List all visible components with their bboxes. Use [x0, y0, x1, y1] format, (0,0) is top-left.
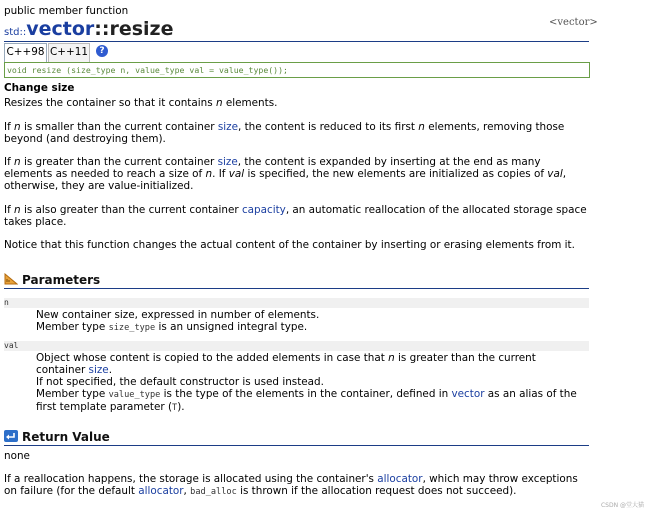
summary-heading: Change size — [4, 82, 75, 94]
parameters-heading: Parameters — [4, 273, 589, 288]
header-file-link[interactable]: <vector> — [549, 17, 598, 28]
capacity-link[interactable]: capacity — [241, 204, 286, 216]
declaration-box: void resize (size_type n, value_type val = value_type()); — [4, 62, 590, 78]
page-title — [4, 18, 174, 40]
return-value-text: none — [4, 450, 30, 462]
allocator-link[interactable]: allocator — [377, 473, 423, 485]
param-name-n: n — [4, 298, 589, 308]
category-label: public member function — [4, 5, 129, 17]
parameters-rule — [4, 288, 589, 289]
title-namespace: std:: — [4, 27, 27, 38]
param-desc-val: Object whose content is copied to the added elements in case that n is greater than the current container size. If not specified, the default constructor is used instead. Member type value_type is the type of the elements in the container, defined in vector as an alias of the first template parameter (T). — [36, 352, 577, 413]
param-name-val: val — [4, 341, 589, 351]
parameters-icon — [4, 273, 18, 288]
description-p3: If n is greater than the current container size, the content is expanded by inserting at the end as many elements as needed to reach a size of n. If val is specified, the new elements are initialized as copies of val, otherwise, they are value-initialized. — [4, 156, 567, 193]
size-link[interactable]: size — [217, 156, 238, 168]
size-link[interactable]: size — [217, 121, 238, 133]
watermark: CSDN @堂大猫 — [600, 502, 644, 509]
title-separator: :: — [94, 18, 110, 40]
title-function: resize — [109, 18, 174, 40]
description-p4: If n is also greater than the current container capacity, an automatic reallocation of the allocated storage space takes place. — [4, 204, 587, 229]
allocator-link[interactable]: allocator — [138, 485, 184, 498]
param-desc-n: New container size, expressed in number of elements. Member type size_type is an unsigned integral type. — [36, 309, 320, 333]
vector-link[interactable]: vector — [451, 388, 485, 400]
size-link[interactable]: size — [88, 364, 109, 376]
tab-cpp11[interactable]: C++11 — [48, 43, 90, 63]
tab-cpp98[interactable]: C++98 — [4, 43, 47, 63]
description-p5: Notice that this function changes the actual content of the container by inserting or erasing elements from it. — [4, 239, 575, 251]
description-p2: If n is smaller than the current container size, the content is reduced to its first n elements, removing those beyond (and destroying them). — [4, 121, 565, 146]
description-p1: Resizes the container so that it contains n elements. — [4, 97, 278, 109]
return-value-icon — [4, 430, 18, 445]
return-value-rule — [4, 445, 589, 446]
return-value-note: If a reallocation happens, the storage is allocated using the container's allocator, which may throw exceptions on failure (for the default allocator, bad_alloc is thrown if the allocation request does not succeed). — [4, 473, 578, 498]
title-rule — [4, 41, 589, 42]
return-value-heading: Return Value — [4, 430, 589, 445]
help-icon[interactable]: ? — [96, 45, 108, 57]
title-class: vector — [26, 18, 95, 40]
